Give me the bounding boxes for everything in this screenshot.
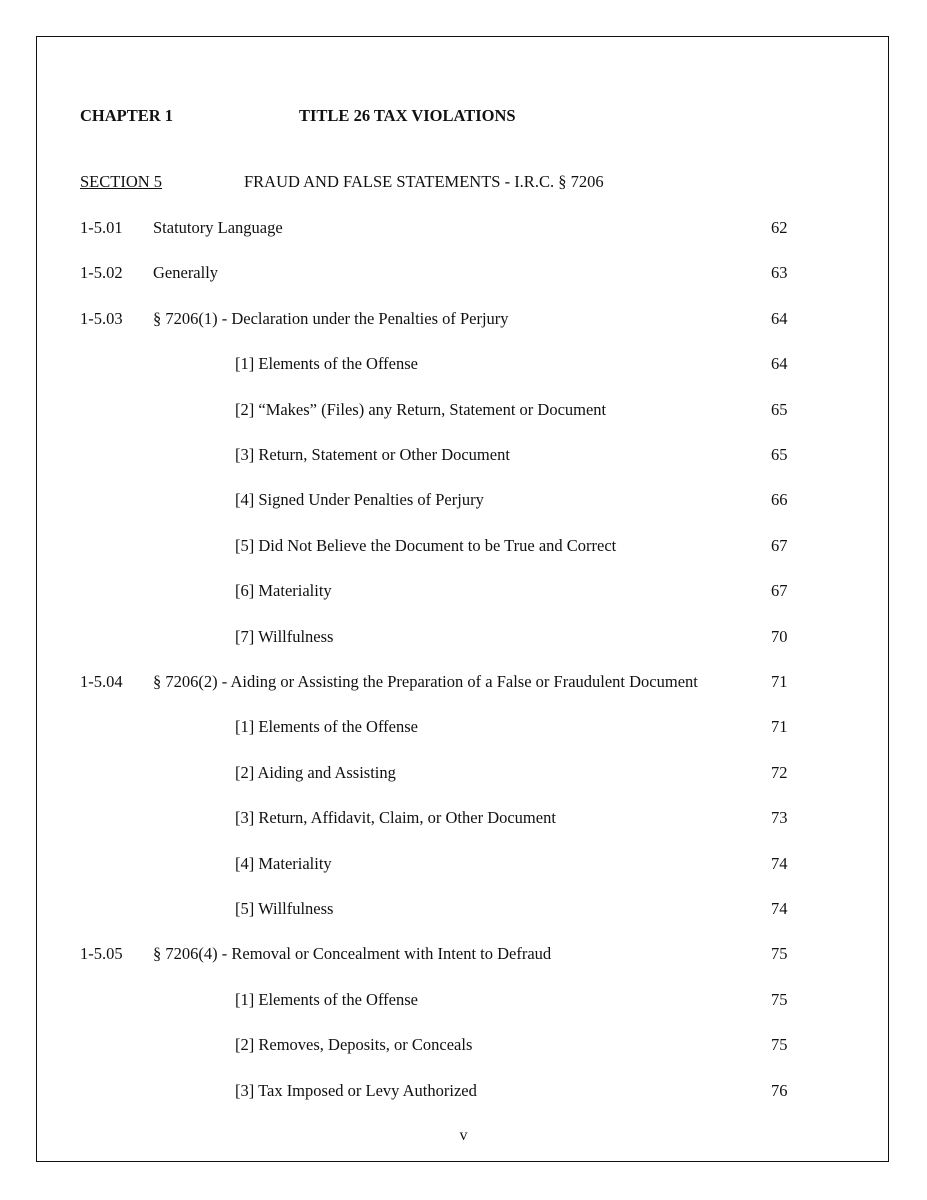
toc-entry-title: [2] Removes, Deposits, or Conceals (235, 1035, 473, 1055)
toc-entry-page: 75 (771, 944, 788, 964)
toc-entry (0, 218, 927, 238)
toc-entry (0, 490, 927, 510)
toc-entry-title: Statutory Language (153, 218, 283, 237)
chapter-heading (80, 106, 516, 126)
toc-entry (0, 581, 927, 601)
toc-entry-title: § 7206(4) - Removal or Concealment with Intent to Defraud (153, 944, 552, 964)
toc-entry-page: 70 (771, 626, 788, 646)
toc-entry (0, 309, 927, 329)
toc-entry-page: 72 (771, 762, 788, 782)
toc-entry-title: [7] Willfulness (235, 626, 334, 646)
toc-entry (0, 672, 927, 692)
toc-entry (0, 536, 927, 556)
section-title: FRAUD AND FALSE STATEMENTS - I.R.C. § 7206 (244, 172, 604, 191)
toc-entry-title: § 7206(2) - Aiding or Assisting the Preparation of a False or Fraudulent Document (153, 672, 698, 691)
toc-entry-page: 67 (771, 581, 788, 601)
toc-entry-page: 75 (771, 1035, 788, 1055)
page-number: v (459, 1127, 468, 1144)
section-heading (80, 172, 604, 192)
toc-entry-page: 76 (771, 1080, 788, 1100)
toc-entry-page: 74 (771, 853, 788, 873)
toc-entry-number: 1-5.03 (80, 308, 123, 328)
toc-entry-title: [1] Elements of the Offense (235, 354, 418, 374)
toc-entry (0, 808, 927, 828)
toc-entry-title: [2] Aiding and Assisting (235, 762, 396, 782)
toc-entry-number: 1-5.04 (80, 672, 123, 691)
toc-entry (0, 354, 927, 374)
toc-entry (0, 944, 927, 964)
toc-entry (0, 990, 927, 1010)
toc-entry-page: 71 (771, 672, 788, 691)
toc-entry (0, 263, 927, 283)
toc-entry-page: 64 (771, 354, 788, 374)
toc-entry-title: [1] Elements of the Offense (235, 989, 418, 1009)
toc-entry-title: [1] Elements of the Offense (235, 717, 418, 737)
toc-entry-title: [6] Materiality (235, 581, 332, 601)
toc-entry-page: 66 (771, 490, 788, 510)
toc-entry-title: § 7206(1) - Declaration under the Penalties of Perjury (153, 308, 509, 328)
toc-entry (0, 627, 927, 647)
toc-entry-title: [2] “Makes” (Files) any Return, Statement or Document (235, 399, 607, 419)
toc-entry-number: 1-5.05 (80, 944, 123, 964)
toc-entry (0, 1081, 927, 1101)
toc-entry-page: 73 (771, 808, 788, 828)
toc-entry-page: 65 (771, 399, 788, 419)
toc-entry-number: 1-5.01 (80, 218, 123, 237)
toc-entry-title: [5] Did Not Believe the Document to be True and Correct (235, 535, 617, 555)
toc-entry-page: 63 (771, 263, 788, 283)
toc-entry-page: 71 (771, 717, 788, 737)
toc-entry (0, 899, 927, 919)
toc-entry-title: [3] Tax Imposed or Levy Authorized (235, 1080, 477, 1100)
toc-entry-number: 1-5.02 (80, 263, 123, 283)
toc-entry-page: 64 (771, 308, 788, 328)
toc-entry-page: 74 (771, 899, 788, 918)
toc-entry (0, 854, 927, 874)
toc-entry-title: [4] Materiality (235, 853, 332, 873)
toc-entry-page: 62 (771, 218, 788, 237)
toc-entry-title: [3] Return, Affidavit, Claim, or Other Document (235, 808, 556, 828)
toc-entry-page: 75 (771, 989, 788, 1009)
toc-entry (0, 1035, 927, 1055)
chapter-title: TITLE 26 TAX VIOLATIONS (299, 106, 516, 125)
toc-entry-title: Generally (153, 263, 219, 283)
toc-entry-title: [4] Signed Under Penalties of Perjury (235, 490, 484, 510)
toc-entry (0, 445, 927, 465)
toc-entry-page: 67 (771, 535, 788, 555)
toc-entry (0, 717, 927, 737)
chapter-number: CHAPTER 1 (80, 106, 174, 125)
toc-entry (0, 763, 927, 783)
section-number: SECTION 5 (80, 172, 163, 191)
toc-entry-title: [5] Willfulness (235, 899, 334, 918)
toc-entry-title: [3] Return, Statement or Other Document (235, 445, 510, 464)
toc-entry (0, 400, 927, 420)
toc-entry-page: 65 (771, 445, 788, 464)
